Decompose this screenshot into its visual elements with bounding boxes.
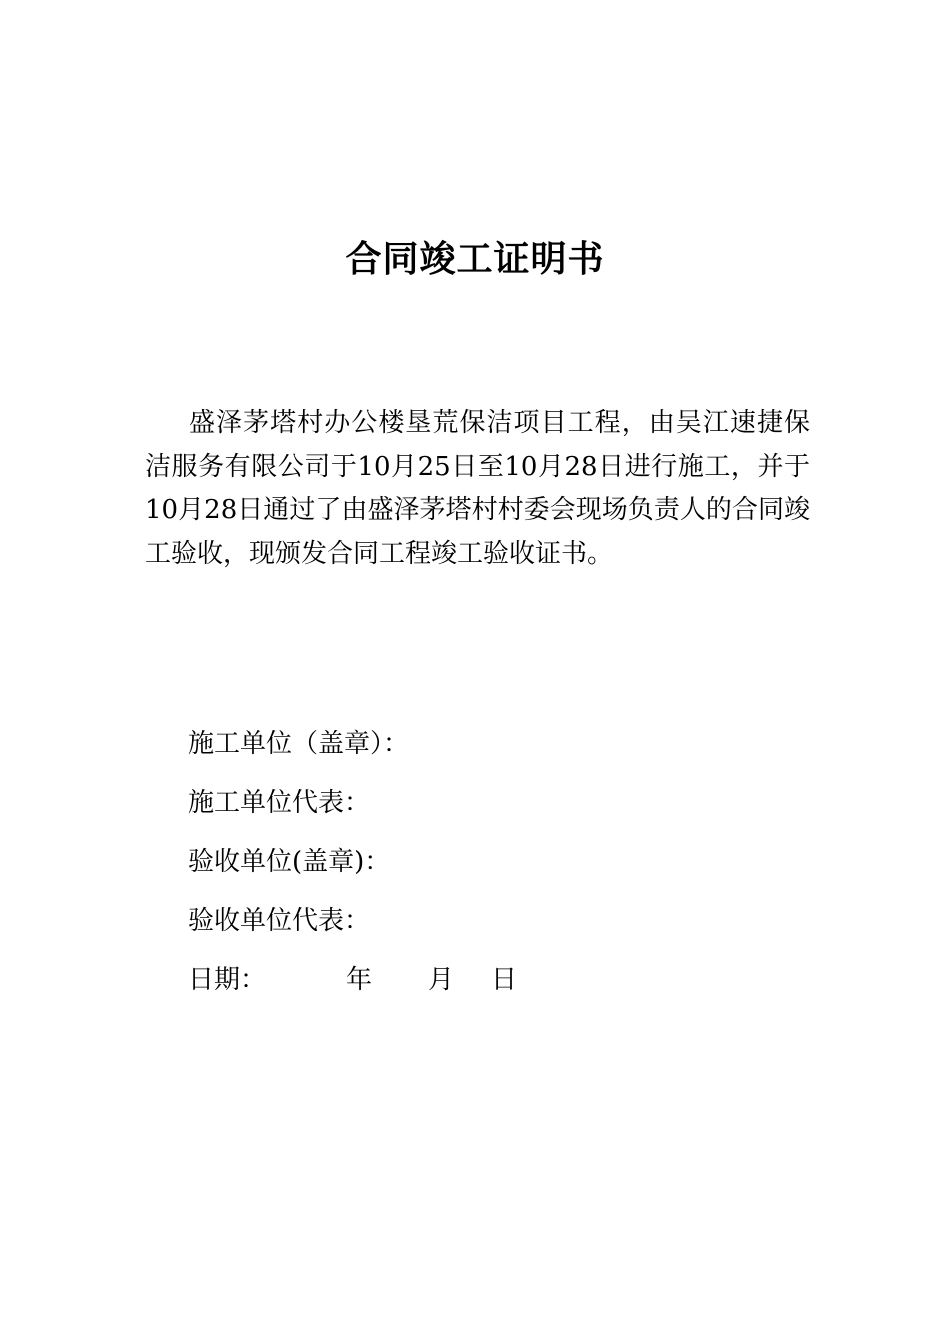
date-year-label: 年 [346,965,373,995]
date-month-label: 月 [428,965,455,995]
date-label: 日期： [188,965,267,995]
date-line [188,958,808,1017]
construction-unit-rep-line: 施工单位代表： [188,788,371,818]
document-title: 合同竣工证明书 [345,239,605,280]
acceptance-unit-seal-line: 验收单位(盖章)： [188,847,391,877]
construction-unit-seal-line: 施工单位（盖章）： [188,729,410,759]
certificate-paragraph: 盛泽茅塔村办公楼垦荒保洁项目工程，由吴江速捷保洁服务有限公司于10月25日至10月28日进行施工，并于10月28日通过了由盛泽茅塔村村委会现场负责人的合同竣工验收，现颁发合同工程竣工验收证书。 [145,408,810,569]
signature-block [188,722,808,1017]
acceptance-unit-rep-line: 验收单位代表： [188,906,371,936]
date-day-label: 日 [491,965,518,995]
